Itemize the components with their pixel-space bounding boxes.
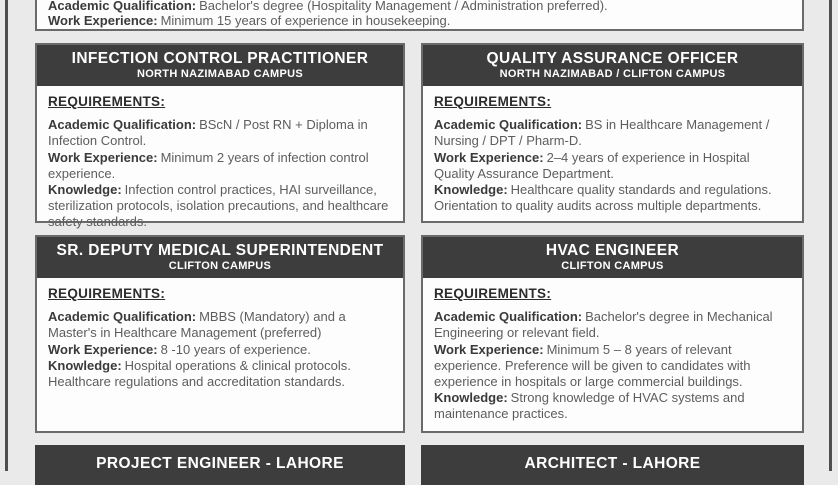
requirement-text: Bachelor's degree in Mechanical Engineering or relevant field. bbox=[434, 309, 773, 341]
job-card-header-project-engineer-lahore bbox=[35, 445, 405, 485]
campus-label: CLIFTON CAMPUS bbox=[561, 260, 664, 272]
requirement-text: Minimum 2 years of infection control experience. bbox=[48, 149, 369, 181]
requirement-item bbox=[48, 182, 393, 231]
requirement-label: Knowledge: bbox=[434, 390, 508, 406]
job-card-body bbox=[37, 278, 403, 390]
experience-line bbox=[48, 13, 792, 28]
requirement-item bbox=[434, 150, 792, 182]
requirement-label: Knowledge: bbox=[48, 357, 122, 373]
job-card-header bbox=[37, 45, 403, 86]
requirement-label: Work Experience: bbox=[48, 13, 158, 28]
requirement-text: Bachelor's degree (Hospitality Management / Administration preferred). bbox=[199, 0, 608, 13]
page-frame-right bbox=[829, 0, 832, 471]
requirement-item bbox=[48, 358, 393, 390]
job-card-sr-deputy-medical-superintendent bbox=[35, 235, 405, 433]
requirement-label: Knowledge: bbox=[48, 182, 122, 198]
requirement-label: Work Experience: bbox=[434, 149, 544, 165]
requirement-label: Academic Qualification: bbox=[48, 0, 197, 13]
requirement-text: Strong knowledge of HVAC systems and maintenance practices. bbox=[434, 390, 745, 422]
requirement-text: MBBS (Mandatory) and a Master's in Healthcare Management (preferred) bbox=[48, 309, 346, 341]
job-card-header bbox=[423, 45, 802, 86]
requirements-heading: REQUIREMENTS: bbox=[48, 94, 166, 109]
requirement-item bbox=[48, 342, 393, 358]
requirement-item bbox=[434, 117, 792, 149]
requirement-text: Infection control practices, HAI surveillance, sterilization protocols, isolation precautions, and healthcare safety standards. bbox=[48, 182, 389, 230]
qualification-line bbox=[48, 0, 792, 13]
job-card-body bbox=[423, 86, 802, 214]
job-title: ARCHITECT - LAHORE bbox=[524, 455, 701, 472]
requirement-text: Minimum 15 years of experience in housekeeping. bbox=[160, 13, 451, 28]
requirement-text: Hospital operations & clinical protocols. Healthcare regulations and accreditation standards. bbox=[48, 357, 351, 390]
requirement-text: Minimum 5 – 8 years of relevant experience. Preference will be given to candidates with experience in hospitals or large commercial buildings. bbox=[434, 341, 751, 390]
requirements-heading: REQUIREMENTS: bbox=[434, 286, 552, 301]
requirement-item bbox=[434, 182, 792, 214]
requirement-text: BScN / Post RN + Diploma in Infection Control. bbox=[48, 117, 368, 149]
requirement-item bbox=[48, 117, 393, 149]
job-card-hvac-engineer bbox=[421, 235, 804, 433]
requirement-item bbox=[434, 342, 792, 391]
requirement-label: Knowledge: bbox=[434, 182, 508, 198]
requirement-text: 8 -10 years of experience. bbox=[160, 341, 311, 357]
job-title: PROJECT ENGINEER - LAHORE bbox=[96, 455, 344, 472]
requirement-item bbox=[48, 150, 393, 182]
requirement-label: Work Experience: bbox=[48, 341, 158, 357]
requirement-item bbox=[48, 309, 393, 341]
requirements-heading: REQUIREMENTS: bbox=[48, 286, 166, 301]
requirement-item bbox=[434, 309, 792, 341]
requirement-text: BS in Healthcare Management / Nursing / DPT / Pharm-D. bbox=[434, 117, 770, 149]
requirement-label: Work Experience: bbox=[48, 149, 158, 165]
job-title: HVAC ENGINEER bbox=[545, 242, 680, 259]
job-card-infection-control-practitioner bbox=[35, 43, 405, 230]
job-title: INFECTION CONTROL PRACTITIONER bbox=[71, 50, 369, 67]
requirement-label: Academic Qualification: bbox=[434, 309, 583, 325]
requirement-text: Healthcare quality standards and regulations. Orientation to quality audits across multiple departments. bbox=[434, 182, 772, 214]
job-card-partial-top bbox=[35, 0, 804, 31]
requirement-label: Academic Qualification: bbox=[434, 117, 583, 133]
job-card-quality-assurance-officer bbox=[421, 43, 804, 223]
campus-label: CLIFTON CAMPUS bbox=[168, 260, 272, 272]
requirement-item bbox=[434, 390, 792, 422]
page-frame-left bbox=[5, 0, 8, 471]
campus-label: NORTH NAZIMABAD CAMPUS bbox=[136, 68, 304, 80]
job-card-body bbox=[423, 278, 802, 423]
job-card-header bbox=[37, 237, 403, 278]
job-title: QUALITY ASSURANCE OFFICER bbox=[486, 50, 739, 67]
job-card-header bbox=[423, 237, 802, 278]
job-card-header-architect-lahore bbox=[421, 445, 804, 485]
requirement-text: 2–4 years of experience in Hospital Quality Assurance Department. bbox=[434, 149, 750, 181]
requirements-heading: REQUIREMENTS: bbox=[434, 94, 552, 109]
job-title: SR. DEPUTY MEDICAL SUPERINTENDENT bbox=[56, 242, 384, 259]
campus-label: NORTH NAZIMABAD / CLIFTON CAMPUS bbox=[499, 68, 726, 80]
requirement-label: Academic Qualification: bbox=[48, 309, 197, 325]
requirement-label: Academic Qualification: bbox=[48, 117, 197, 133]
job-card-body bbox=[37, 86, 403, 231]
requirement-label: Work Experience: bbox=[434, 341, 544, 357]
